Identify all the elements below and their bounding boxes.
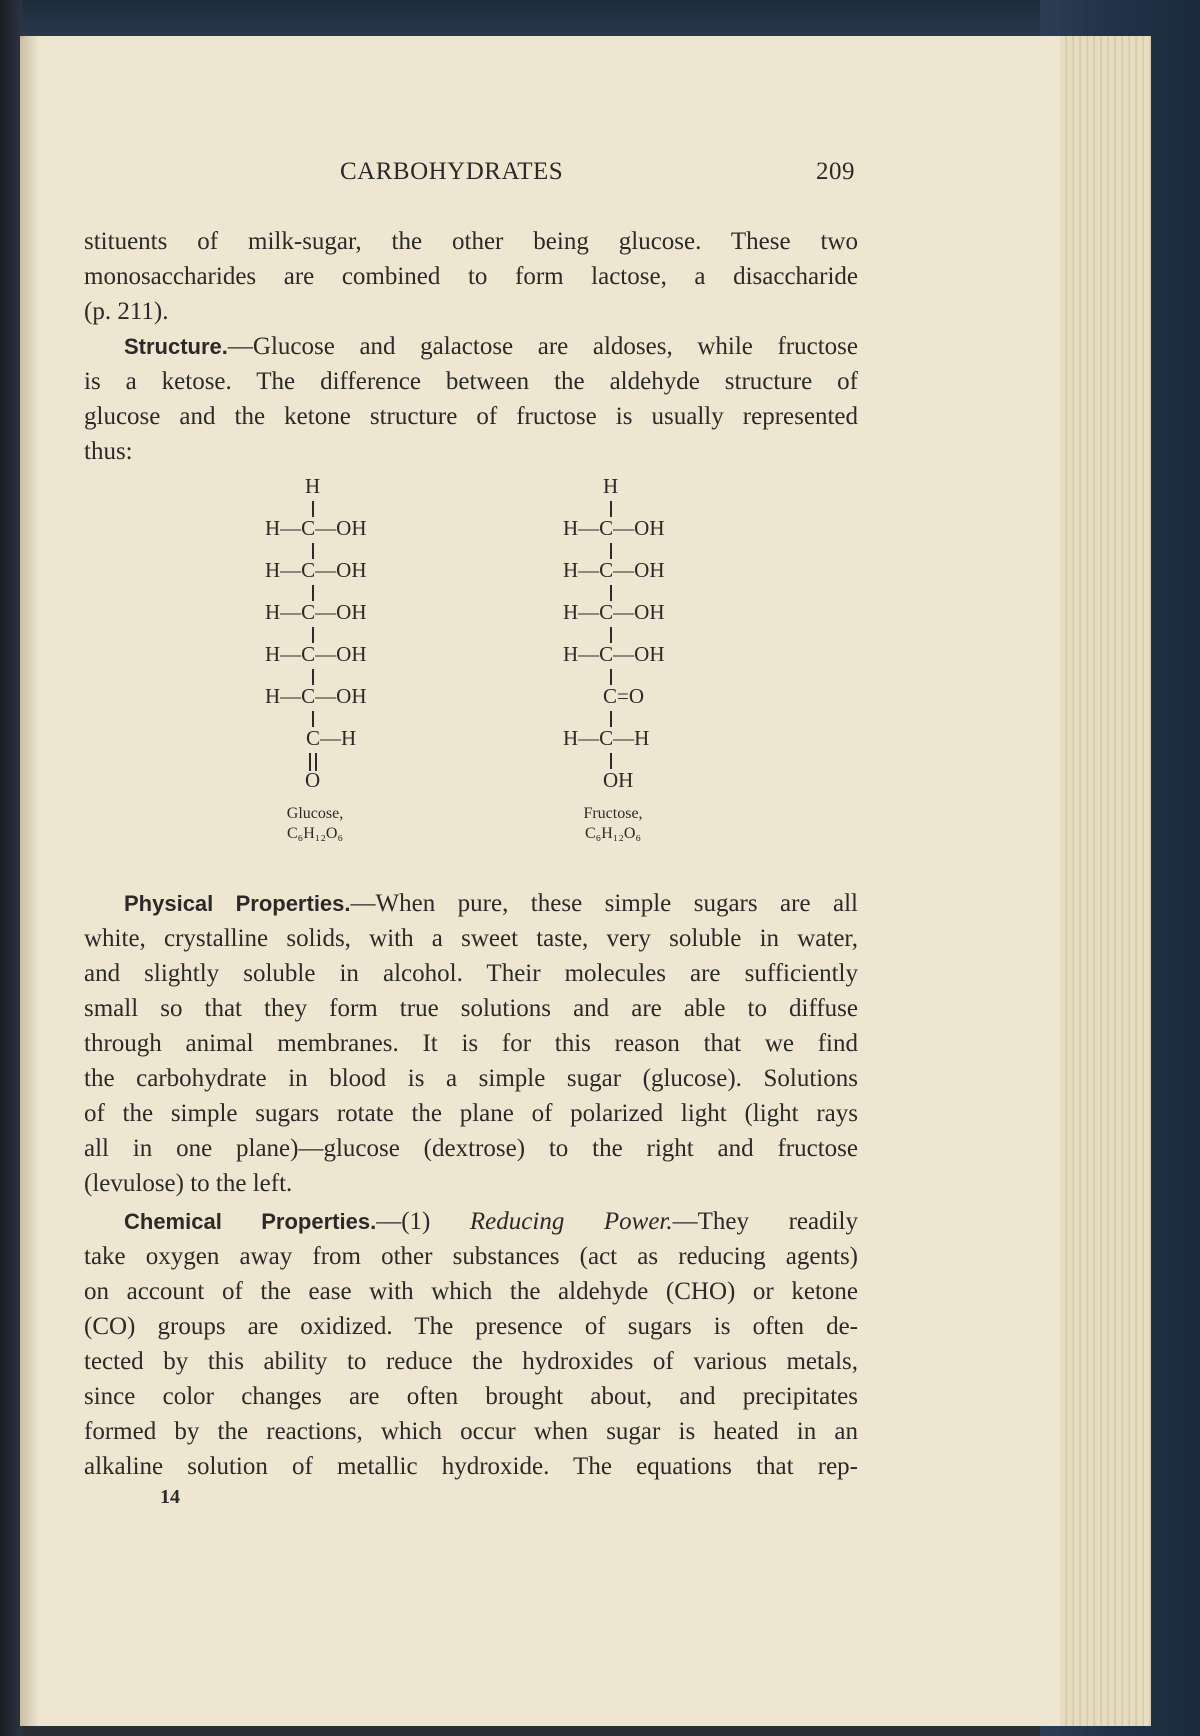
bond-line [312, 627, 314, 643]
text-line: tected by this ability to reduce the hydroxides of various metals, [84, 1348, 858, 1375]
bond-line [312, 669, 314, 685]
bond-line [312, 711, 314, 727]
chemical-heading: Chemical Properties. [124, 1209, 377, 1234]
bond-line [610, 627, 612, 643]
structure-heading: Structure. [124, 334, 228, 359]
structure-first-line: Structure.—Glucose and galactose are aldoses, while fructose [124, 333, 858, 360]
bond-line [610, 753, 612, 769]
bond-line [610, 711, 612, 727]
text-line: is a ketose. The difference between the aldehyde structure of [84, 368, 858, 395]
text-line: the carbohydrate in blood is a simple sugar (glucose). Solutions [84, 1065, 858, 1092]
text-line: stituents of milk-sugar, the other being glucose. These two [84, 228, 858, 255]
chemical-first-line: Chemical Properties.—(1) Reducing Power.—They readily [124, 1208, 858, 1235]
bond-line [312, 501, 314, 517]
text-line: glucose and the ketone structure of fructose is usually represented [84, 403, 858, 430]
physical-first-line: Physical Properties.—When pure, these simple sugars are all [124, 890, 859, 917]
page-gutter-shadow [20, 36, 40, 1726]
formula-row: H—C—H [563, 726, 650, 750]
text-line: through animal membranes. It is for this reason that we find [84, 1030, 858, 1057]
text-line: all in one plane)—glucose (dextrose) to the right and fructose [84, 1135, 858, 1162]
text-line: white, crystalline solids, with a sweet taste, very soluble in water, [84, 925, 858, 952]
text-line: since color changes are often brought about, and precipitates [84, 1383, 858, 1410]
fructose-caption-name: Fructose, [583, 805, 643, 822]
formula-row: H—C—OH [265, 642, 367, 666]
text-line: (levulose) to the left. [84, 1170, 293, 1197]
formula-row: H—C—OH [265, 600, 367, 624]
page-edges [1046, 36, 1151, 1726]
page-number: 209 [816, 158, 855, 185]
text-line: small so that they form true solutions and are able to diffuse [84, 995, 858, 1022]
fructose-caption-formula: C₆H₁₂O₆ [584, 825, 642, 842]
signature-mark: 14 [160, 1486, 180, 1508]
text-line: (CO) groups are oxidized. The presence of sugars is often de- [84, 1313, 858, 1340]
formula-row: H—C—OH [265, 516, 367, 540]
bond-line [312, 543, 314, 559]
bond-line [610, 669, 612, 685]
text-line: alkaline solution of metallic hydroxide. The equations that rep- [84, 1453, 858, 1480]
formula-row: H—C—OH [265, 558, 367, 582]
formula-row: OH [603, 768, 634, 792]
formula-row: H—C—OH [563, 642, 665, 666]
text-line: on account of the ease with which the aldehyde (CHO) or ketone [84, 1278, 858, 1305]
physical-heading: Physical Properties. [124, 891, 351, 916]
bond-line [610, 585, 612, 601]
formula-row: O [305, 768, 321, 792]
formula-row: H—C—OH [265, 684, 367, 708]
running-title: CARBOHYDRATES [340, 158, 564, 185]
formula-row: H—C—OH [563, 600, 665, 624]
formula-row: H [603, 474, 619, 498]
book-cover-left [0, 0, 22, 1736]
formula-row: C—H [306, 726, 357, 750]
bond-line [610, 543, 612, 559]
text-line: formed by the reactions, which occur when sugar is heated in an [84, 1418, 858, 1445]
glucose-caption-formula: C₆H₁₂O₆ [286, 825, 344, 842]
bond-line [312, 585, 314, 601]
formula-row: H [305, 474, 321, 498]
bond-line [610, 501, 612, 517]
formula-row: C=O [603, 684, 645, 708]
text-line: (p. 211). [84, 298, 169, 325]
glucose-caption-name: Glucose, [286, 805, 344, 822]
formula-row: H—C—OH [563, 558, 665, 582]
reducing-power-term: Reducing Power. [469, 1208, 673, 1235]
text-line: monosaccharides are combined to form lactose, a disaccharide [84, 263, 858, 290]
text-line: and slightly soluble in alcohol. Their molecules are sufficiently [84, 960, 858, 987]
text-line: thus: [84, 438, 133, 465]
formula-row: H—C—OH [563, 516, 665, 540]
text-line: take oxygen away from other substances (act as reducing agents) [84, 1243, 858, 1270]
text-line: of the simple sugars rotate the plane of polarized light (light rays [84, 1100, 858, 1127]
